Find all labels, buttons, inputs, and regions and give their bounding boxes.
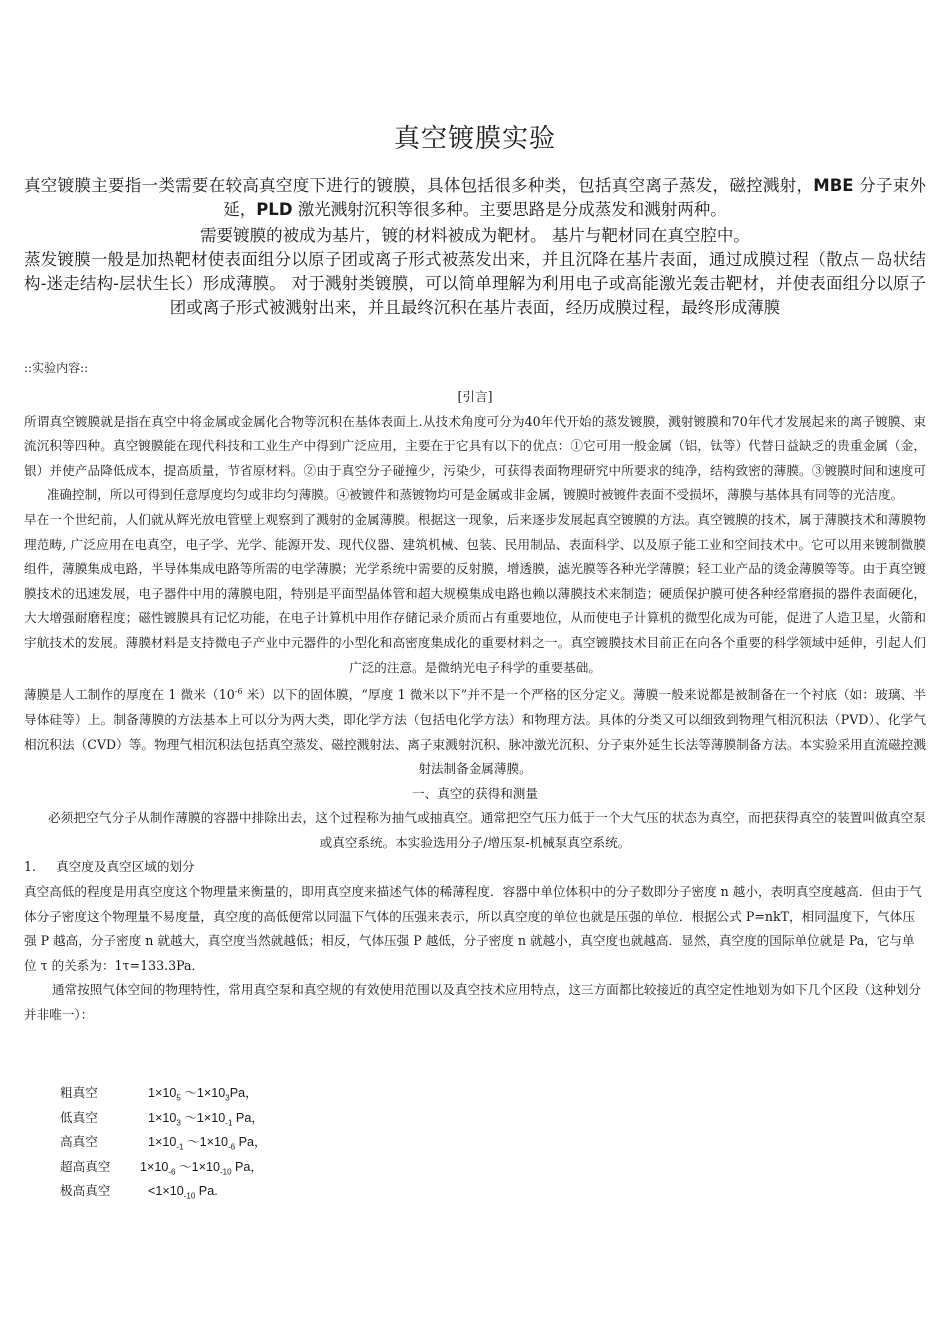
section-1-heading: 一、真空的获得和测量 — [412, 785, 538, 801]
preface-heading: [引言] — [457, 389, 493, 404]
list-item-1 — [24, 855, 926, 880]
exponent: -6 — [234, 687, 243, 697]
range-row — [60, 1155, 460, 1180]
paragraph-2: 早在一个世纪前，人们就从辉光放电管壁上观察到了溅射的金属薄膜。根据这一现象，后来逐步发展起真空镀膜的方法。真空镀膜的技术，属于薄膜技术和薄膜物理范畴, 广泛应用在电真空，电子学、光学、能源开发、现代仪器、建筑机械、包装、民用制品、表面科学、以及原子能工业和空间技术中。它可以用来镀制微膜组件，薄膜集成电路，半导体集成电路等所需的电学薄膜；光学系统中需要的反射膜，增透膜，滤光膜等各种光学薄膜；轻工业产品的烫金薄膜等等。由于真空镀膜技术的迅速发展，电子器件中用的薄膜电阻，特别是平面型晶体管和超大规模集成电路也赖以薄膜技术来制造；硬质保护膜可使各种经常磨损的器件表面硬化，大大增强耐磨程度；磁性镀膜具有记忆功能，在电子计算机中用作存储记录介质而占有重要地位，从而使电子计算机的微型化成为可能，促进了人造卫星，火箭和宇航技术的发展。薄膜材料是支持微电子产业中元器件的小型化和高密度集成化的重要材料之一。真空镀膜技术目前正在向各个重要的科学领域中延伸，引起人们广泛的注意。是微纳光电子科学的重要基础。 — [24, 511, 926, 675]
section-marker: ::实验内容:: — [24, 361, 89, 375]
intro-text: 真空镀膜主要指一类需要在较高真空度下进行的镀膜，具体包括很多种类，包括真空离子蒸发，磁控溅射， — [24, 176, 814, 195]
range-row — [60, 1130, 460, 1155]
range-name: 粗真空 — [60, 1085, 98, 1100]
paragraph-3-text: 薄膜是人工制作的厚度在 1 微米（10 — [24, 687, 235, 703]
range-value: $1\times 10_3$ $\sim 1\times 10_{-1}$ Pa， — [148, 1110, 264, 1128]
paragraph-5: 真空高低的程度是用真空度这个物理量来衡量的，即用真空度来描述气体的稀薄程度．容器中单位体积中的分子数即分子密度 n 越小，表明真空度越高．但由于气体分子密度这个物理量不易度量，真空度的高低便常以同温下气体的压强来表示，所以真空度的单位也就是压强的单位．根据公式 P=nkT，相同温度下，气体压强 P 越高，分子密度 n 就越大，真空度当然就越低；相反，气体压强 P 越低，分子密度 n 就越小，真空度也就越高．显然，真空度的国际单位就是 Pa，它与单位 τ 的关系为：1τ=133.3Pa． — [24, 884, 922, 973]
range-name: 高真空 — [60, 1134, 98, 1150]
paragraph-1: 所谓真空镀膜就是指在真空中将金属或金属化合物等沉积在基体表面上.从技术角度可分为40年代开始的蒸发镀膜，溅射镀膜和70年代才发展起来的离子镀膜、束流沉积等四种。真空镀膜能在现代科技和工业生产中得到广泛应用，主要在于它具有以下的优点：①它可用一般金属（铝，钛等）代替日益缺乏的贵重金属（金，银）并使产品降低成本，提高质量，节省原材料。②由于真空分子碰撞少，污染少，可获得表面物理研究中所要求的纯净，结构致密的薄膜。③镀膜时间和速度可准确控制，所以可得到任意厚度均匀或非均匀薄膜。④被镀件和蒸镀物均可是金属或非金属，镀膜时被镀件表面不受损坏，薄膜与基体具有同等的光洁度。 — [24, 413, 926, 503]
paragraph-3-text: 米）以下的固体膜，“厚度 1 微米以下”并不是一个严格的区分定义。薄膜一般来说都是被制备在一个衬底（如：玻璃、半导体硅等）上。制备薄膜的方法基本上可以分为两大类，即化学方法（包括电化学方法）和物理方法。具体的分类又可以细致到物理气相沉积法（PVD）、化学气相沉积法（CVD）等。物理气相沉积法包括真空蒸发、磁控溅射法、离子束溅射沉积、脉冲激光沉积、分子束外延生长法等薄膜制备方法。本实验采用直流磁控溅射法制备金属薄膜。 — [24, 687, 926, 777]
mbe-term: MBE — [813, 176, 854, 195]
list-item-title: 真空度及真空区域的划分 — [56, 859, 195, 875]
range-name: 超高真空 — [60, 1158, 111, 1174]
main-content — [24, 385, 926, 1028]
paragraph-4: 必须把空气分子从制作薄膜的容器中排除出去，这个过程称为抽气或抽真空。通常把空气压力低于一个大气压的状态为真空，而把获得真空的装置叫做真空泵或真空系统。本实验选用分子/增压泵-机械泵真空系统。 — [48, 810, 926, 850]
intro-text: 激光溅射沉积等很多种。主要思路是分成蒸发和溅射两种。 — [292, 200, 727, 219]
range-row — [60, 1179, 460, 1204]
document-title: 真空镀膜实验 — [393, 124, 556, 154]
range-name: 极高真空 — [60, 1183, 111, 1199]
intro-paragraph-2: 需要镀膜的被成为基片，镀的材料被成为靶材。 基片与靶材同在真空腔中。 — [200, 226, 750, 245]
range-value: $<1\times 10_{-10}$ Pa. — [148, 1184, 218, 1201]
range-name: 低真空 — [60, 1109, 98, 1125]
range-value: $1\times 10_5$ $\sim 1\times 10_3Pa$， — [148, 1086, 258, 1103]
range-row — [60, 1081, 460, 1106]
list-number: 1. — [24, 859, 37, 875]
intro-paragraph-3: 蒸发镀膜一般是加热靶材使表面组分以原子团或离子形式被蒸发出来，并且沉降在基片表面，通过成膜过程（散点－岛状结构-迷走结构-层状生长）形成薄膜。 对于溅射类镀膜，可以简单理解为利用电子或高能激光轰击靶材，并使表面组分以原子团或离子形式被溅射出来，并且最终沉积在基片表面，经历成膜过程，最终形成薄膜 — [24, 250, 926, 317]
intro-section — [24, 174, 926, 320]
paragraph-3 — [24, 680, 926, 782]
intro-text: 分子束外延， — [223, 176, 926, 219]
pld-term: PLD — [256, 200, 293, 219]
range-value: $1\times 10_{-6}$ $\sim 1\times 10_{-10}$ Pa， — [140, 1159, 264, 1177]
range-value: $1\times 10_{-1}$ $\sim 1\times 10_{-6}$ Pa， — [148, 1135, 267, 1152]
range-row — [60, 1106, 460, 1131]
intro-paragraph-1 — [24, 174, 926, 222]
vacuum-ranges-list — [60, 1081, 460, 1204]
paragraph-6: 通常按照气体空间的物理特性，常用真空泵和真空规的有效使用范围以及真空技术应用特点，这三方面都比较接近的真空定性地划为如下几个区段（这种划分并非唯一）： — [24, 982, 921, 1023]
